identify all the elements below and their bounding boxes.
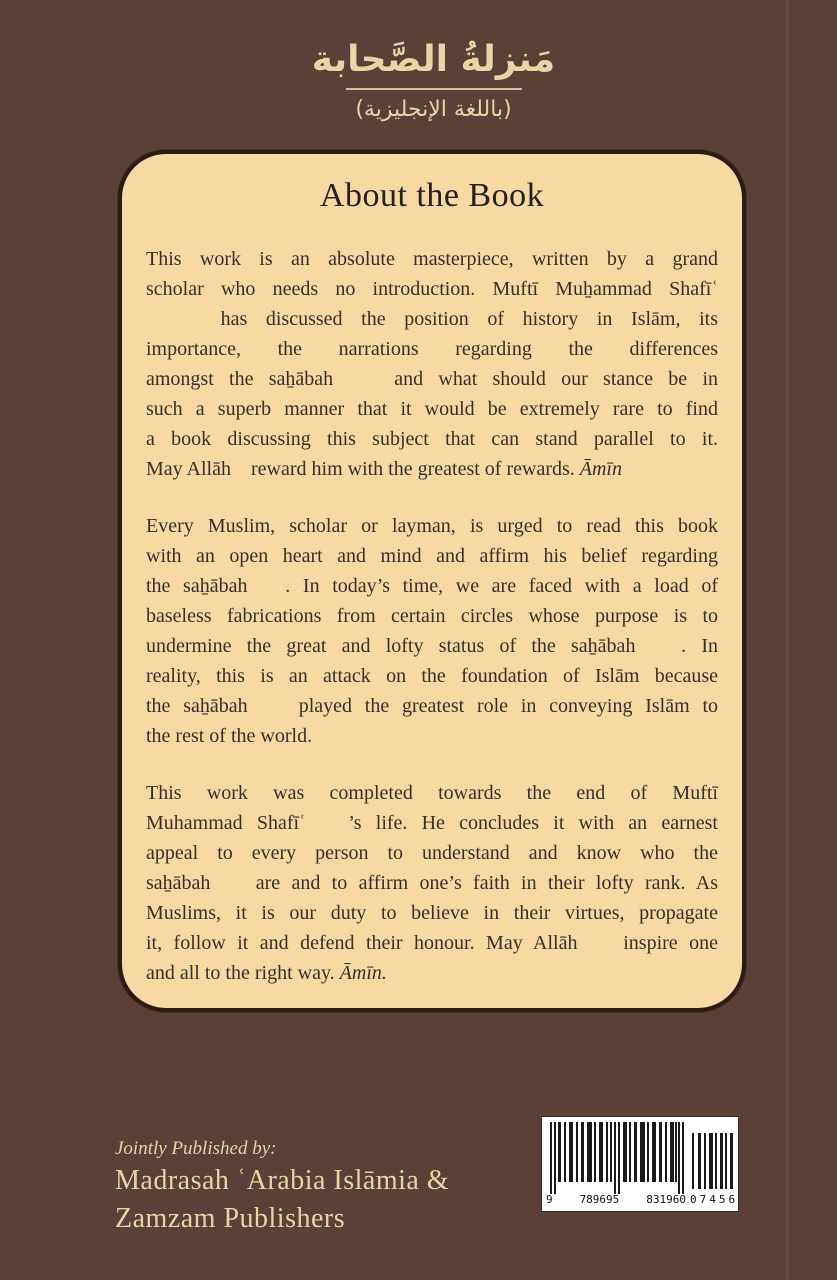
text-line: the rest of the world. [146, 725, 313, 747]
barcode-addon-digits: 07456 [690, 1193, 739, 1206]
text-line: Muhammad Shafīʿ ’s life. He concludes it with an earnest [146, 812, 718, 834]
text-line: Muslims, it is our duty to believe in their virtues, propagate [146, 902, 718, 924]
text-line: appeal to every person to understand and know who the [146, 842, 718, 864]
about-heading: About the Book [319, 177, 545, 214]
barcode-prefix-digit: 9 [546, 1193, 553, 1206]
text-line: reality, this is an attack on the foundation of Islām because [146, 665, 718, 687]
text-line: amongst the saẖābah and what should our stance be in [146, 368, 718, 390]
arabic-subtitle: (باللغة الإنجليزية) [355, 97, 512, 122]
text-line: the saẖābah played the greatest role in conveying Islām to [146, 695, 718, 717]
text-line: has discussed the position of history in Islām, its [146, 308, 718, 330]
paragraph-2 [146, 511, 718, 751]
amin-italic: Āmīn. [339, 962, 387, 984]
text-line: This work is an absolute masterpiece, written by a grand [146, 248, 718, 270]
publisher-block [115, 1136, 449, 1238]
barcode-bars-addon [692, 1133, 734, 1189]
title-divider-rule [346, 88, 522, 90]
barcode-group-2: 831960 [646, 1193, 686, 1206]
text-line: This work was completed towards the end of Muftī [146, 782, 718, 804]
text-line: Every Muslim, scholar or layman, is urged to read this book [146, 515, 718, 537]
text-line: importance, the narrations regarding the differences [146, 338, 718, 360]
text-segment: May Allāh reward him with the greatest of rewards. [146, 458, 580, 480]
spine-crease [786, 0, 789, 1280]
publisher-name-2: Zamzam Publishers [115, 1203, 346, 1234]
isbn-barcode [542, 1117, 738, 1211]
barcode-digits [546, 1193, 686, 1206]
paragraph-1 [146, 244, 718, 484]
text-line: such a superb manner that it would be extremely rare to find [146, 398, 718, 420]
text-line [146, 958, 718, 988]
text-line: the saẖābah . In today’s time, we are faced with a load of [146, 575, 718, 597]
paragraph-3 [146, 778, 718, 988]
text-line: with an open heart and mind and affirm his belief regarding [146, 545, 718, 567]
text-segment: and all to the right way. [146, 962, 340, 984]
barcode-bars-main [548, 1122, 688, 1194]
amin-italic: Āmīn [579, 458, 622, 480]
text-line: baseless fabrications from certain circles whose purpose is to [146, 605, 718, 627]
text-line: scholar who needs no introduction. Muftī Muẖammad Shafīʿ [146, 278, 718, 300]
text-line: undermine the great and lofty status of the saẖābah . In [146, 635, 718, 657]
arabic-title: مَنزلةُ الصَّحابة [311, 39, 556, 80]
text-line: saẖābah are and to affirm one’s faith in their lofty rank. As [146, 872, 718, 894]
text-line: it, follow it and defend their honour. May Allāh inspire one [146, 932, 718, 954]
text-line: a book discussing this subject that can stand parallel to it. [146, 428, 718, 450]
publisher-name-1: Madrasah ʿArabia Islāmia & [115, 1165, 450, 1196]
publisher-intro: Jointly Published by: [115, 1138, 277, 1159]
about-the-book-panel [118, 150, 746, 1012]
arabic-title-block [120, 34, 747, 126]
barcode-group-1: 789695 [579, 1193, 620, 1206]
text-line [146, 454, 718, 484]
